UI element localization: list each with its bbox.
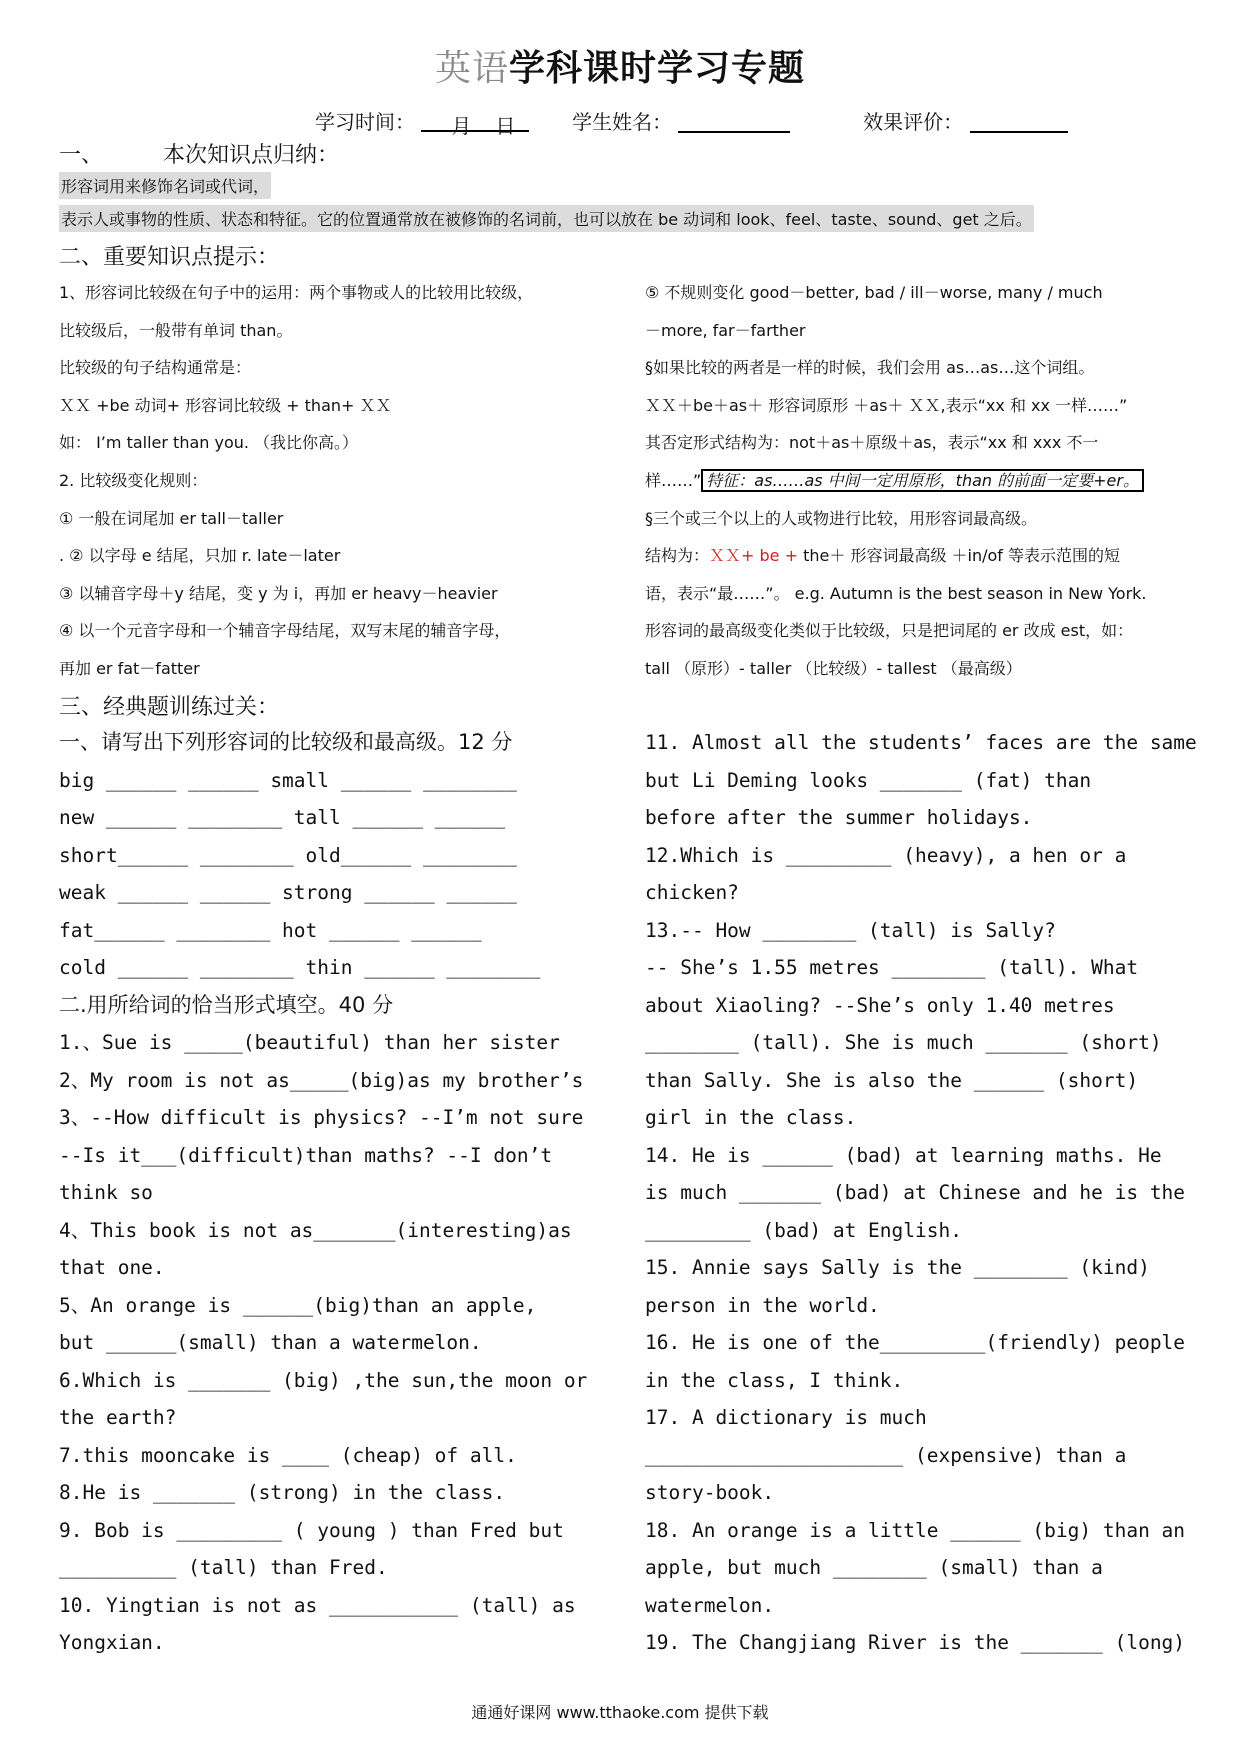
exercise-line: is much _______ (bad) at Chinese and he is the (645, 1181, 1186, 1204)
tip-line: 2. 比较级变化规则： (59, 470, 208, 490)
exercise-line: short______ ________ old______ ________ (59, 843, 517, 867)
exercise-line: 7.this mooncake is ____ (cheap) of all. (59, 1443, 517, 1467)
section1-heading: 一、 本次知识点归纳： (59, 143, 340, 168)
tip-line: ⑤ 不规则变化 good－better, bad / ill－worse, many / much (645, 283, 1103, 302)
tip-line: 形容词的最高级变化类似于比较级，只是把词尾的 er 改成 est，如： (645, 621, 1134, 641)
exercise-line: 11. Almost all the students’ faces are the same (645, 731, 1197, 754)
tip-line: ＸＸ +be 动词+ 形容词比较级 + than+ ＸＸ (59, 395, 392, 415)
exercise-line: 2、My room is not as_____(big)as my brother’s (59, 1068, 584, 1092)
header-meta (315, 106, 1068, 138)
tip-line: §如果比较的两者是一样的时候，我们会用 as…as…这个词组。 (645, 358, 1095, 378)
exercise-line: 13.-- How ________ (tall) is Sally? (645, 918, 1056, 942)
exercise-line: 15. Annie says Sally is the ________ (kind) (645, 1256, 1150, 1279)
exercise-line: but Li Deming looks _______ (fat) than (645, 768, 1092, 792)
exercise-line: __________ (tall) than Fred. (59, 1556, 388, 1579)
exercise-line: 17. A dictionary is much (645, 1406, 927, 1429)
summary-line-1: 形容词用来修饰名词或代词， (59, 172, 271, 199)
exercise-heading: 二.用所给词的恰当形式填空。40 分 (59, 992, 394, 1017)
exercise-line: before after the summer holidays. (645, 806, 1033, 829)
tip-line: 其否定形式结构为：not＋as＋原级＋as，表示“xx 和 xxx 不一 (645, 433, 1099, 453)
summary-line-2: 表示人或事物的性质、状态和特征。它的位置通常放在被修饰的名词前，也可以放在 be 动词和 look、feel、taste、sound、get 之后。 (59, 205, 1034, 232)
exercise-line: 1.、Sue is _____(beautiful) than her sister (59, 1031, 560, 1054)
exercise-line: --Is it___(difficult)than maths? --I don’t (59, 1143, 553, 1167)
exercise-right-column (645, 724, 1205, 1662)
tip-line: tall （原形）- taller （比较级）- tallest （最高级） (645, 658, 1022, 678)
exercise-left-column (59, 724, 619, 1662)
section3-heading: 三、经典题训练过关： (59, 695, 280, 720)
exercise-line: 16. He is one of the_________(friendly) people (645, 1331, 1186, 1354)
tip-line: －more, far－farther (645, 320, 806, 340)
date-field: 月 日 (421, 110, 529, 132)
exercise-line: 6.Which is _______ (big) ,the sun,the moon or (59, 1368, 588, 1392)
exercise-heading: 一、请写出下列形容词的比较级和最高级。12 分 (59, 730, 513, 754)
exercise-line: apple, but much ________ (small) than a (645, 1556, 1103, 1579)
tip-line: ③ 以辅音字母＋y 结尾，变 y 为 i，再加 er heavy－heavier (59, 583, 498, 603)
tip-line: 1、形容词比较级在句子中的运用：两个事物或人的比较用比较级， (59, 283, 534, 302)
eval-label: 效果评价： (863, 110, 964, 134)
exercise-line: 10. Yingtian is not as ___________ (tall) as (59, 1593, 576, 1617)
exercise-line: Yongxian. (59, 1631, 165, 1654)
exercise-line: 12.Which is _________ (heavy), a hen or a (645, 843, 1127, 867)
tip-line: §三个或三个以上的人或物进行比较，用形容词最高级。 (645, 508, 1038, 528)
exercise-line: about Xiaoling? --She’s only 1.40 metres (645, 993, 1115, 1017)
tip-line: 比较级的句子结构通常是： (59, 358, 252, 378)
section2-heading: 二、重要知识点提示： (59, 245, 280, 270)
exercise-line: 8.He is _______ (strong) in the class. (59, 1481, 506, 1504)
exercise-line: 5、An orange is ______(big)than an apple, (59, 1293, 537, 1317)
tips-right-column (645, 274, 1205, 688)
tip-line: ① 一般在词尾加 er tall－taller (59, 508, 284, 528)
exercise-line: 18. An orange is a little ______ (big) than an (645, 1518, 1186, 1542)
red-structure-text: ＸＸ+ be + (709, 546, 799, 566)
tip-line: 比较级后，一般带有单词 than。 (59, 320, 293, 340)
exercise-line: fat______ ________ hot ______ ______ (59, 918, 482, 942)
exercise-line: in the class, I think. (645, 1368, 904, 1392)
exercise-line: than Sally. She is also the ______ (short) (645, 1068, 1139, 1092)
tip-line: 再加 er fat－fatter (59, 658, 200, 678)
tip-line: 如： I’m taller than you. （我比你高。） (59, 433, 359, 453)
time-label: 学习时间： (315, 110, 415, 134)
exercise-line: story-book. (645, 1481, 775, 1504)
feature-note-box: 特征：as……as 中间一定用原形，than 的前面一定要+er。 (701, 469, 1144, 492)
exercise-line: watermelon. (645, 1593, 775, 1617)
tip-line: ④ 以一个元音字母和一个辅音字母结尾，双写末尾的辅音字母， (59, 621, 511, 641)
tip-line: . ② 以字母 e 结尾，只加 r. late－later (59, 546, 341, 566)
tip-line: 结构为：ＸＸ+ be + the＋ 形容词最高级 ＋in/of 等表示范围的短 (645, 546, 1121, 566)
tip-line: ＸＸ＋be＋as＋ 形容词原形 ＋as＋ ＸＸ,表示“xx 和 xx 一样……” (645, 395, 1128, 415)
tips-left-column (59, 274, 619, 688)
footer: 通通好课网 www.tthaoke.com 提供下载 (471, 1703, 769, 1722)
exercise-line: person in the world. (645, 1293, 880, 1317)
tip-line: 样……” 特征：as……as 中间一定用原形，than 的前面一定要+er。 (645, 462, 1205, 500)
exercise-line: think so (59, 1181, 153, 1204)
exercise-line: but ______(small) than a watermelon. (59, 1331, 482, 1354)
exercise-line: cold ______ ________ thin ______ ________ (59, 956, 541, 979)
name-label: 学生姓名： (572, 110, 673, 134)
exercise-line: ______________________ (expensive) than a (645, 1443, 1127, 1467)
exercise-line: chicken? (645, 881, 739, 904)
exercise-line: the earth? (59, 1406, 177, 1429)
exercise-line: new ______ ________ tall ______ ______ (59, 806, 506, 829)
exercise-line: 9. Bob is _________ ( young ) than Fred but (59, 1518, 564, 1542)
exercise-line: weak ______ ______ strong ______ ______ (59, 881, 517, 904)
exercise-line: 19. The Changjiang River is the _______ (long) (645, 1631, 1186, 1654)
exercise-line: girl in the class. (645, 1106, 857, 1129)
exercise-line: -- She’s 1.55 metres ________ (tall). What (645, 956, 1139, 979)
exercise-line: that one. (59, 1256, 165, 1279)
page-title: 英语学科课时学习专题 (434, 48, 806, 89)
name-field (678, 111, 790, 133)
exercise-line: 14. He is ______ (bad) at learning maths. He (645, 1143, 1162, 1167)
exercise-line: big ______ ______ small ______ ________ (59, 768, 517, 792)
exercise-line: 3、--How difficult is physics? --I’m not sure (59, 1106, 584, 1129)
tip-line: 语，表示“最……”。 e.g. Autumn is the best season in New York. (645, 583, 1147, 603)
exercise-line: _________ (bad) at English. (645, 1218, 962, 1242)
exercise-line: 4、This book is not as_______(interesting)as (59, 1218, 572, 1242)
exercise-line: ________ (tall). She is much _______ (short) (645, 1031, 1162, 1054)
eval-field (970, 111, 1068, 133)
